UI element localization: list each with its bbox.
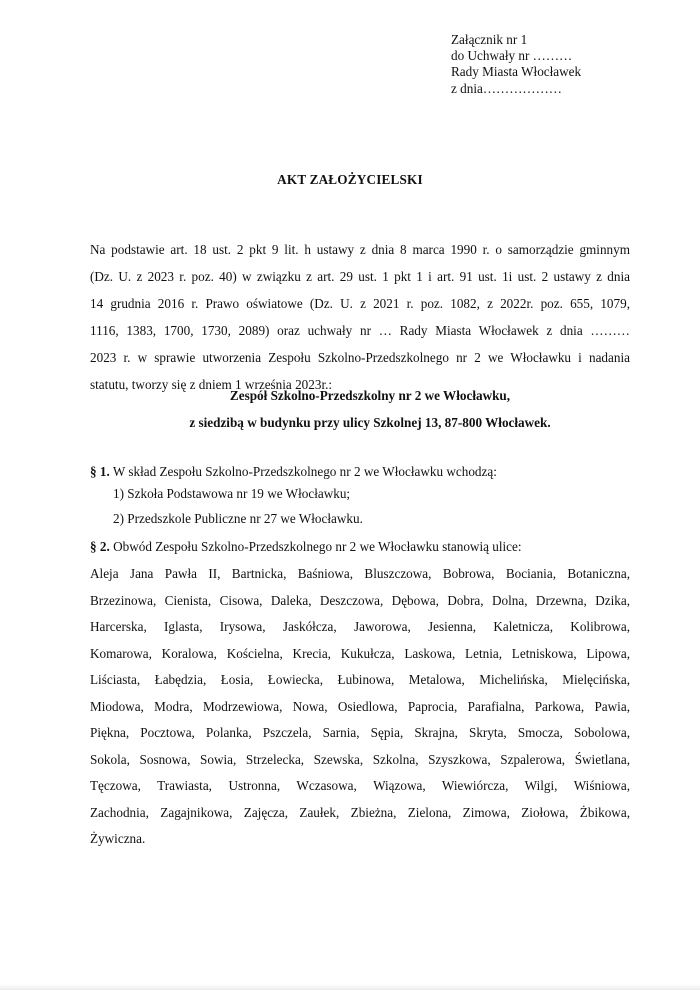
section-2	[90, 534, 522, 559]
intro-line: (Dz. U. z 2023 r. poz. 40) w związku z art. 29 ust. 1 pkt 1 i art. 91 ust. 1i ust. 2 ustawy z dnia	[90, 269, 630, 284]
section-2-text: Obwód Zespołu Szkolno-Przedszkolnego nr 2 we Włocławku stanowią ulice:	[109, 539, 522, 554]
annex-council: Rady Miasta Włocławek	[451, 64, 582, 80]
street-line: Żywiczna.	[90, 831, 146, 846]
street-line: Harcerska, Iglasta, Irysowa, Jaskółcza, Jaworowa, Jesienna, Kaletnicza, Kolibrowa,	[90, 619, 630, 634]
intro-line: 1116, 1383, 1700, 1730, 2089) oraz uchwały nr … Rady Miasta Włocławek z dnia ………	[90, 323, 630, 338]
street-line: Aleja Jana Pawła II, Bartnicka, Baśniowa, Bluszczowa, Bobrowa, Bociania, Botaniczna,	[90, 566, 630, 581]
document-title: AKT ZAŁOŻYCIELSKI	[277, 172, 423, 187]
street-line: Sokola, Sosnowa, Sowia, Strzelecka, Szewska, Szkolna, Szyszkowa, Szpalerowa, Świetlana,	[90, 751, 630, 767]
street-line: Miodowa, Modra, Modrzewiowa, Nowa, Osiedlowa, Paprocia, Parafialna, Parkowa, Pawia,	[90, 698, 630, 714]
section-2-marker: § 2.	[90, 539, 110, 554]
scan-edge-shadow	[0, 984, 700, 990]
intro-line: statutu, tworzy się z dniem 1 września 2023r.:	[90, 377, 333, 392]
annex-header	[451, 32, 581, 97]
section-1	[90, 459, 497, 484]
intro-line: Na podstawie art. 18 ust. 2 pkt 9 lit. h ustawy z dnia 8 marca 1990 r. o samorządzie gminnym	[90, 242, 630, 257]
annex-resolution-ref: do Uchwały nr ………	[451, 48, 573, 64]
school-address: z siedzibą w budynku przy ulicy Szkolnej 13, 87-800 Włocławek.	[189, 415, 551, 430]
street-line: Zachodnia, Zagajnikowa, Zajęcza, Zaułek, Zbieżna, Zielona, Zimowa, Ziołowa, Żbikowa,	[90, 804, 630, 820]
list-item: 1) Szkoła Podstawowa nr 19 we Włocławku;	[113, 486, 351, 501]
section-1-marker: § 1.	[90, 464, 110, 479]
annex-number: Załącznik nr 1	[451, 32, 528, 47]
legal-basis-paragraph	[90, 236, 630, 398]
school-name-block	[0, 382, 700, 436]
street-line: Brzezinowa, Cienista, Cisowa, Daleka, Deszczowa, Dębowa, Dobra, Dolna, Drzewna, Dzika,	[90, 592, 630, 608]
street-line: Piękna, Pocztowa, Polanka, Pszczela, Sarnia, Sępia, Skrajna, Skryta, Smocza, Sobolowa,	[90, 725, 630, 740]
list-item: 2) Przedszkole Publiczne nr 27 we Włocławku.	[113, 511, 363, 526]
section-1-text: W skład Zespołu Szkolno-Przedszkolnego nr 2 we Włocławku wchodzą:	[109, 464, 497, 479]
street-line: Liściasta, Łabędzia, Łosia, Łowiecka, Łubinowa, Metalowa, Michelińska, Mielęcińska,	[90, 672, 630, 687]
school-name: Zespół Szkolno-Przedszkolny nr 2 we Włocławku,	[229, 388, 511, 403]
annex-date: z dnia………………	[451, 80, 562, 96]
intro-line: 14 grudnia 2016 r. Prawo oświatowe (Dz. U. z 2021 r. poz. 1082, z 2022r. poz. 655, 1079,	[90, 296, 630, 311]
intro-line: 2023 r. w sprawie utworzenia Zespołu Szkolno-Przedszkolnego nr 2 we Włocławku i nadania	[90, 350, 630, 365]
street-line: Komarowa, Koralowa, Kościelna, Krecia, Kukułcza, Laskowa, Letnia, Letniskowa, Lipowa,	[90, 645, 630, 661]
street-line: Tęczowa, Trawiasta, Ustronna, Wczasowa, Wiązowa, Wiewiórcza, Wilgi, Wiśniowa,	[90, 778, 630, 793]
street-list	[90, 561, 630, 853]
